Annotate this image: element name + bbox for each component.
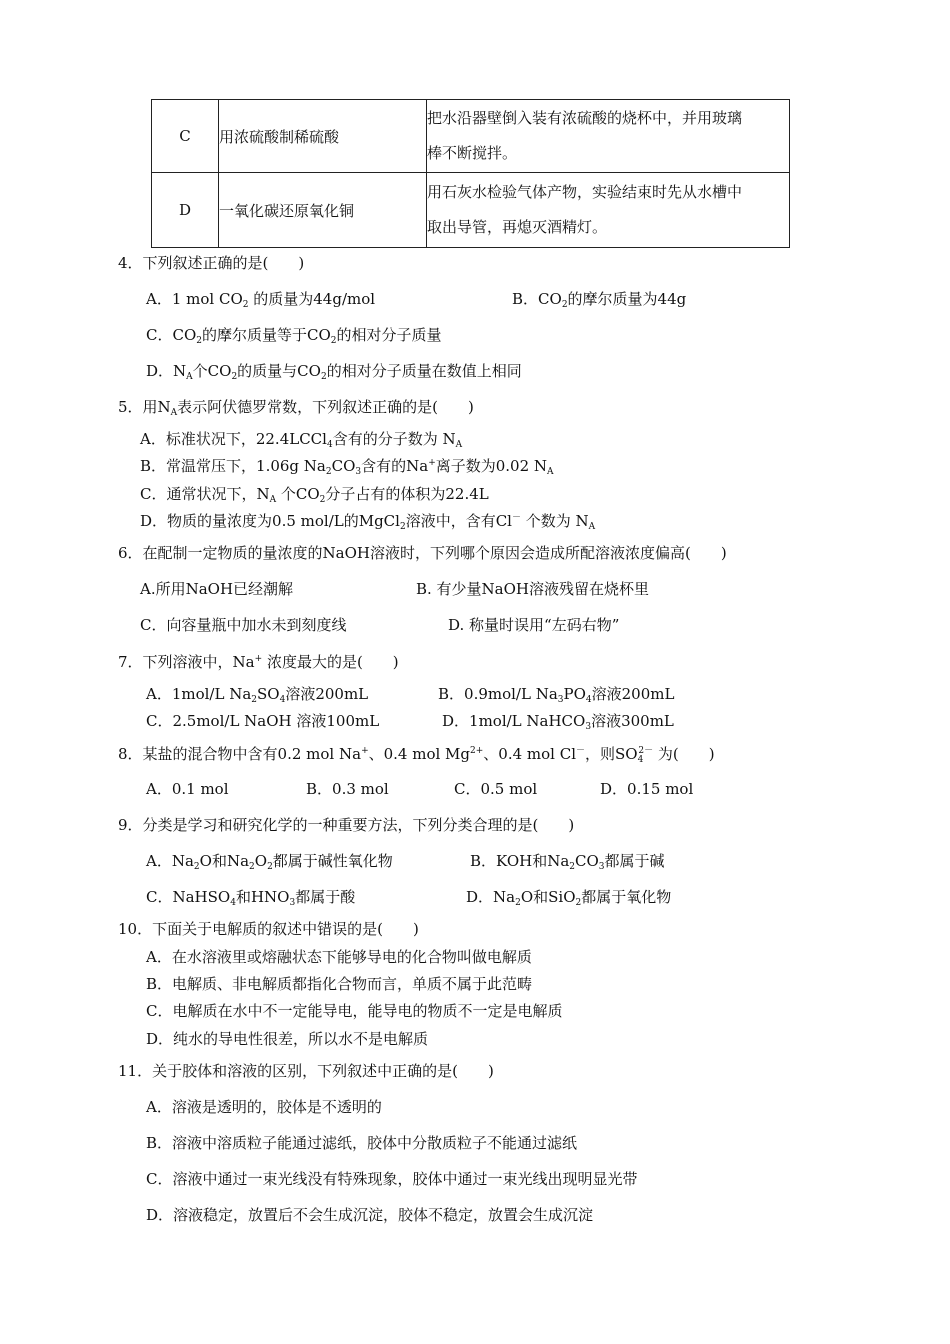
q7-option-b: B．0.9mol/L $Na_3PO_4$溶液200mL	[438, 685, 675, 705]
q10-option-d: D．纯水的导电性很差，所以水不是电解质	[146, 1030, 429, 1048]
q6-option-c: C．向容量瓶中加水未到刻度线	[140, 616, 347, 634]
row-label: D	[152, 173, 219, 248]
q9-option-b: B．KOH和$Na_2CO_3$都属于碱	[470, 852, 665, 872]
q11-option-a: A．溶液是透明的，胶体是不透明的	[146, 1098, 382, 1116]
question-4-stem: 4．下列叙述正确的是( )	[118, 254, 305, 272]
q9-option-a: A．$Na_2O$和$Na_2O_2$都属于碱性氧化物	[146, 852, 393, 872]
q9-option-d: D．$Na_2O$和SiO$_2$都属于氧化物	[466, 888, 672, 908]
q8-option-d: D．0.15 mol	[600, 780, 694, 798]
question-7-stem: 7．下列溶液中，Na+ 浓度最大的是( )	[118, 653, 399, 671]
table-row	[152, 173, 790, 248]
operation-line: 取出导管，再熄灭酒精灯。	[427, 218, 608, 236]
q4-option-d: D．$N_A$个$CO_2$的质量与$CO_2$的相对分子质量在数值上相同	[146, 362, 522, 382]
q10-option-b: B．电解质、非电解质都指化合物而言，单质不属于此范畴	[146, 975, 533, 993]
q11-option-d: D．溶液稳定，放置后不会生成沉淀，胶体不稳定，放置会生成沉淀	[146, 1206, 594, 1224]
question-9-stem: 9．分类是学习和研究化学的一种重要方法，下列分类合理的是( )	[118, 816, 575, 834]
q4-option-b: B．$CO_2$的摩尔质量为44g	[512, 290, 687, 310]
q11-option-b: B．溶液中溶质粒子能通过滤纸，胶体中分散质粒子不能通过滤纸	[146, 1134, 578, 1152]
q5-option-c: C．通常状况下，$N_A$ 个$CO_2$分子占有的体积为22.4L	[140, 485, 489, 505]
experiment-operation	[427, 100, 790, 173]
q6-option-b: B. 有少量NaOH溶液残留在烧杯里	[416, 580, 650, 598]
operation-line: 用石灰水检验气体产物，实验结束时先从水槽中	[427, 183, 743, 201]
q9-option-c: C．NaHSO$_4$和$HNO_3$都属于酸	[146, 888, 356, 908]
q7-option-c: C．2.5mol/L NaOH 溶液100mL	[146, 712, 380, 730]
table-row	[152, 100, 790, 173]
operation-line: 棒不断搅拌。	[427, 144, 518, 162]
question-5-stem: 5．用$N_A$表示阿伏德罗常数，下列叙述正确的是( )	[118, 398, 474, 418]
q6-option-a: A.所用NaOH已经潮解	[140, 580, 294, 598]
q4-option-c: C．$CO_2$的摩尔质量等于$CO_2$的相对分子质量	[146, 326, 442, 346]
q8-option-b: B．0.3 mol	[306, 780, 389, 798]
question-6-stem: 6．在配制一定物质的量浓度的NaOH溶液时，下列哪个原因会造成所配溶液浓度偏高( )	[118, 544, 727, 562]
experiment-name: 用浓硫酸制稀硫酸	[219, 100, 427, 173]
experiment-table	[151, 99, 790, 248]
q8-option-c: C．0.5 mol	[454, 780, 538, 798]
experiment-operation	[427, 173, 790, 248]
q5-option-a: A．标准状况下，22.4LCCl$_4$含有的分子数为 $N_A$	[140, 430, 463, 450]
question-11-stem: 11．关于胶体和溶液的区别，下列叙述中正确的是( )	[118, 1062, 494, 1080]
q8-option-a: A．0.1 mol	[146, 780, 229, 798]
question-8-stem: 8．某盐的混合物中含有0.2 mol Na+、0.4 mol $Mg^{2+}$、0.4 mol Cl－，则$SO_4^{2-}$ 为( )	[118, 745, 715, 765]
q11-option-c: C．溶液中通过一束光线没有特殊现象，胶体中通过一束光线出现明显光带	[146, 1170, 638, 1188]
q5-option-b: B．常温常压下，1.06g $Na_2CO_3$含有的Na+离子数为0.02 $N_A$	[140, 457, 554, 477]
experiment-name: 一氧化碳还原氧化铜	[219, 173, 427, 248]
q10-option-c: C．电解质在水中不一定能导电，能导电的物质不一定是电解质	[146, 1002, 563, 1020]
question-10-stem: 10．下面关于电解质的叙述中错误的是( )	[118, 920, 419, 938]
q6-option-d: D. 称量时误用“左码右物”	[448, 616, 620, 634]
q5-option-d: D．物质的量浓度为0.5 mol/L的MgCl$_2$溶液中，含有Cl－ 个数为 $N_A$	[140, 512, 596, 532]
q10-option-a: A．在水溶液里或熔融状态下能够导电的化合物叫做电解质	[146, 948, 532, 966]
operation-line: 把水沿器壁倒入装有浓硫酸的烧杯中，并用玻璃	[427, 109, 743, 127]
q7-option-d: D．1mol/L NaHCO$_3$溶液300mL	[442, 712, 674, 732]
row-label: C	[152, 100, 219, 173]
q4-option-a: A．1 mol $CO_2$ 的质量为44g/mol	[146, 290, 376, 310]
q7-option-a: A．1mol/L $Na_2SO_4$溶液200mL	[146, 685, 369, 705]
